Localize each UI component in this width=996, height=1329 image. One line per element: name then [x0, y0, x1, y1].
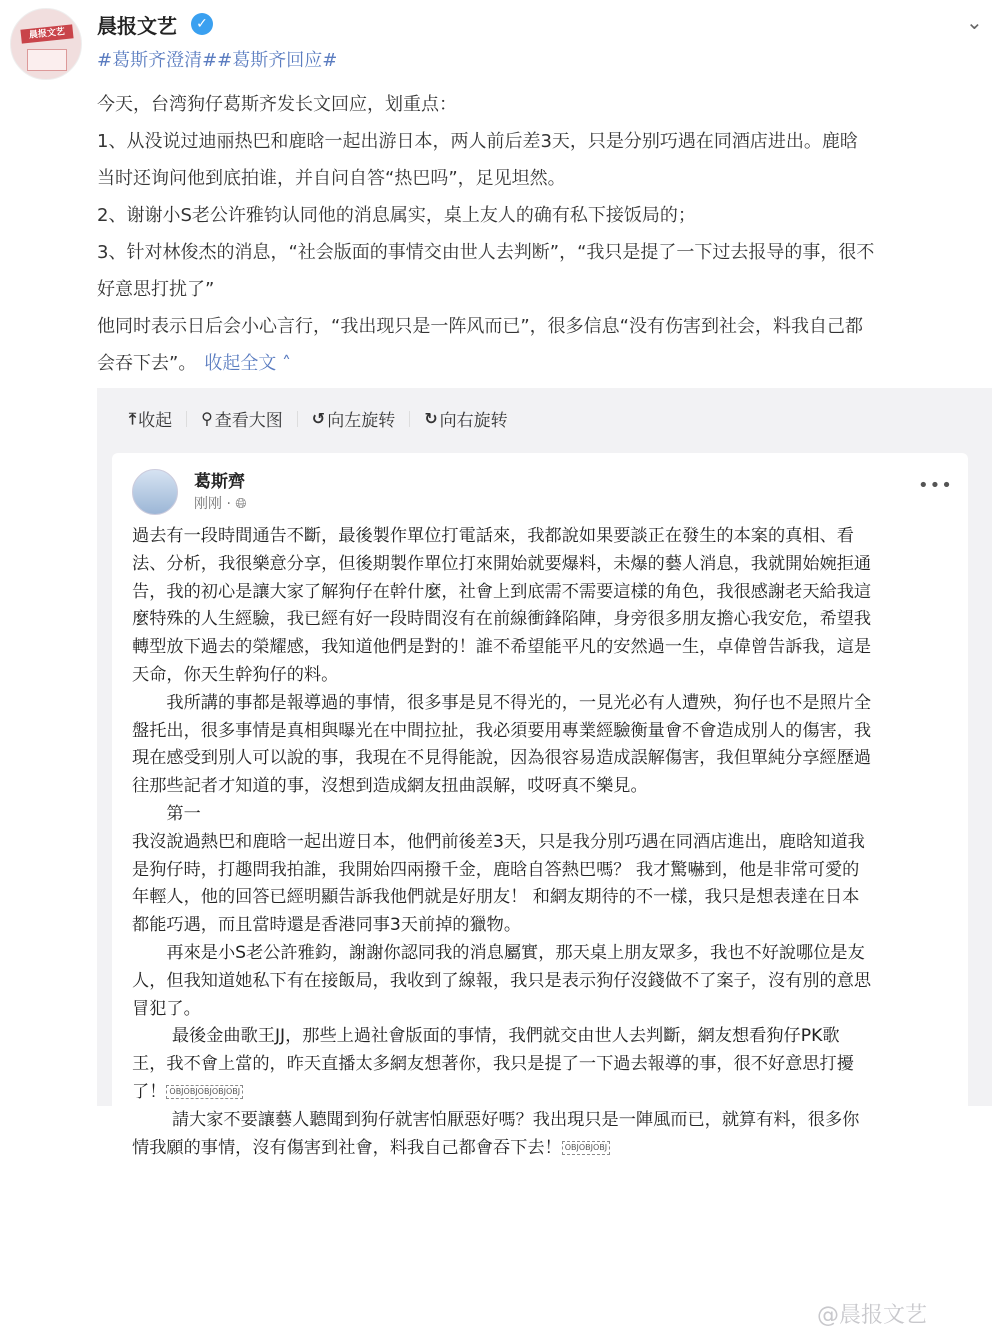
fb-text-line	[132, 606, 962, 634]
avatar-logo: 晨报文艺	[20, 24, 73, 43]
image-viewer	[97, 388, 992, 1328]
line-text: 天命，你天生幹狗仔的料。	[132, 664, 339, 685]
post-line	[97, 271, 987, 308]
fb-text-line	[132, 773, 962, 801]
rotate-left-icon: ↺	[311, 409, 326, 428]
line-text: 冒犯了。	[132, 998, 201, 1019]
line-text: 盤托出，很多事情是真相與曝光在中間拉扯，我必須要用專業經驗衡量會不會造成別人的傷害，我	[132, 720, 872, 741]
post-text	[97, 86, 987, 382]
line-text: 人，但我知道她私下有在接飯局，我收到了線報，我只是表示狗仔沒錢做不了案子，沒有別的意思	[132, 970, 872, 991]
line-text: 再來是小S老公許雅鈞，謝謝你認同我的消息屬實，那天桌上朋友眾多，我也不好說哪位是友	[132, 942, 865, 963]
line-text: 我所講的事都是報導過的事情，很多事是見不得光的，一見光必有人遭殃，狗仔也不是照片全	[132, 692, 872, 713]
line-text: 現在感受到別人可以說的事，我現在不見得能說，因為很容易造成誤解傷害，我但單純分享經歷過	[132, 748, 872, 769]
rotate-left-button[interactable]	[312, 406, 395, 431]
fb-text-line	[132, 829, 962, 857]
collapse-text-link[interactable]: 收起全文 ˄	[204, 353, 292, 374]
fb-text-line	[132, 1135, 962, 1163]
post-line	[97, 86, 987, 123]
line-text: 是狗仔時，打趣問我拍誰，我開始四兩撥千金，鹿晗自答熱巴嗎？ 我才驚嚇到，他是非常可愛的	[132, 859, 860, 880]
fb-author-name: 葛斯齊	[194, 472, 245, 492]
fb-text-line	[132, 718, 962, 746]
line-text: 王，我不會上當的，昨天直播太多網友想著你，我只是提了一下過去報導的事，很不好意思打擾	[132, 1054, 854, 1075]
line-text: 請大家不要讓藝人聽聞到狗仔就害怕厭惡好嗎？我出現只是一陣風而已，就算有料，很多你	[132, 1109, 860, 1130]
hashtags[interactable]: #葛斯齐澄清##葛斯齐回应#	[97, 50, 338, 71]
author-avatar[interactable]	[10, 8, 82, 80]
fb-text-line	[132, 912, 962, 940]
emoji-placeholder: OBJOBJOBJ	[562, 1141, 610, 1155]
line-text: 麼特殊的人生經驗，我已經有好一段時間沒有在前線衝鋒陷陣，身旁很多朋友擔心我安危，希望我	[132, 609, 872, 630]
fb-text-line	[132, 968, 962, 996]
fb-post-text	[132, 523, 962, 1162]
line-text: 法、分析，我很樂意分享，但後期製作單位打來開始就要爆料，未爆的藝人消息，我就開始婉拒通	[132, 553, 872, 574]
view-large-label: 查看大图	[214, 411, 283, 431]
rotate-right-icon: ↻	[424, 409, 438, 428]
post-line	[97, 345, 987, 382]
fb-text-line	[132, 1107, 962, 1135]
author-name[interactable]: 晨报文艺	[97, 14, 177, 38]
line-text: 情我願的事情，沒有傷害到社會，料我自己都會吞下去！	[132, 1137, 562, 1158]
line-text: 了！	[132, 1081, 167, 1102]
collapse-image-button[interactable]	[129, 406, 172, 431]
post-image[interactable]	[112, 453, 968, 1158]
fb-text-line	[132, 662, 962, 690]
fb-text-line	[132, 884, 962, 912]
post-line	[97, 197, 987, 234]
line-text: 我沒說過熱巴和鹿晗一起出遊日本，他們前後差3天，只是我分別巧遇在同酒店進出，鹿晗知道我	[132, 831, 865, 852]
post-line-text: 1、从没说过迪丽热巴和鹿晗一起出游日本，两人前后差3天，只是分别巧遇在同酒店进出。鹿晗	[97, 131, 858, 152]
fb-text-line	[132, 690, 962, 718]
avatar-decoration	[27, 49, 67, 71]
divider	[409, 411, 410, 427]
post-line	[97, 160, 987, 197]
globe-icon: 🌐︎	[235, 496, 247, 512]
fb-text-line	[132, 579, 962, 607]
fb-post-time	[194, 493, 247, 513]
line-text: 往那些記者才知道的事，沒想到造成網友扭曲誤解，哎呀真不樂見。	[132, 776, 648, 797]
line-text: 第一	[132, 803, 201, 824]
fb-text-line	[132, 634, 962, 662]
post-line	[97, 308, 987, 345]
search-icon: ⚲	[201, 409, 213, 428]
rotate-right-label: 向右旋转	[439, 411, 508, 431]
line-text: 年輕人，他的回答已經明顯告訴我他們就是好朋友！ 和網友期待的不一樣，我只是想表達在日本	[132, 887, 860, 908]
image-toolbar	[129, 406, 508, 431]
view-large-button[interactable]	[201, 406, 283, 431]
line-text: 都能巧遇，而且當時還是香港同事3天前掉的獵物。	[132, 915, 522, 936]
post-line-text: 他同时表示日后会小心言行，“我出现只是一阵风而已”，很多信息“没有伤害到社会，料我自己都	[97, 316, 863, 337]
time-label: 刚刚 ·	[194, 496, 231, 512]
fb-text-line	[132, 523, 962, 551]
post-line	[97, 234, 987, 271]
fb-text-line	[132, 801, 962, 829]
post-line-text: 今天，台湾狗仔葛斯齐发长文回应，划重点：	[97, 94, 457, 115]
fb-text-line	[132, 1023, 962, 1051]
divider	[186, 411, 187, 427]
verified-icon: ✓	[191, 13, 213, 35]
fb-avatar	[132, 469, 178, 515]
more-icon: •••	[918, 475, 953, 496]
emoji-placeholder: OBJOBJOBJOBJOBJ	[166, 1085, 243, 1099]
post-line-text: 当时还询问他到底拍谁，并自问自答“热巴吗”，足见坦然。	[97, 168, 566, 189]
fb-text-line	[132, 1079, 962, 1107]
fb-text-line	[132, 745, 962, 773]
chevron-down-icon[interactable]: ⌄	[966, 10, 983, 34]
line-text: 過去有一段時間通告不斷，最後製作單位打電話來，我都說如果要談正在發生的本案的真相、看	[132, 526, 854, 546]
fb-text-line	[132, 940, 962, 968]
line-text: 轉型放下過去的榮耀感，我知道他們是對的！誰不希望能平凡的安然過一生，卓偉曾告訴我，這是	[132, 637, 872, 658]
line-text: 最後金曲歌王JJ，那些上過社會版面的事情，我們就交由世人去判斷，網友想看狗仔PK歌	[132, 1026, 840, 1047]
post-line-text: 3、针对林俊杰的消息，“社会版面的事情交由世人去判断”，“我只是提了一下过去报导的事，很不	[97, 242, 875, 263]
post-line-text: 会吞下去”。	[97, 353, 197, 374]
rotate-right-button[interactable]	[424, 406, 507, 431]
post-line-text: 2、谢谢小S老公许雅钧认同他的消息属实，桌上友人的确有私下接饭局的；	[97, 205, 696, 226]
arrow-up-icon: ⤒	[129, 408, 137, 428]
collapse-label: 收起	[138, 411, 173, 431]
divider	[297, 411, 298, 427]
fb-text-line	[132, 857, 962, 885]
post-line-text: 好意思打扰了”	[97, 279, 215, 300]
fb-text-line	[132, 1051, 962, 1079]
weibo-watermark: @晨报文艺	[817, 1303, 928, 1328]
fb-text-line	[132, 996, 962, 1024]
rotate-left-label: 向左旋转	[327, 411, 396, 431]
post-line	[97, 123, 987, 160]
fb-text-line	[132, 551, 962, 579]
line-text: 告，我的初心是讓大家了解狗仔在幹什麼，社會上到底需不需要這樣的角色，我很感謝老天給我這	[132, 581, 872, 602]
collapse-label: 收起全文	[204, 353, 277, 374]
